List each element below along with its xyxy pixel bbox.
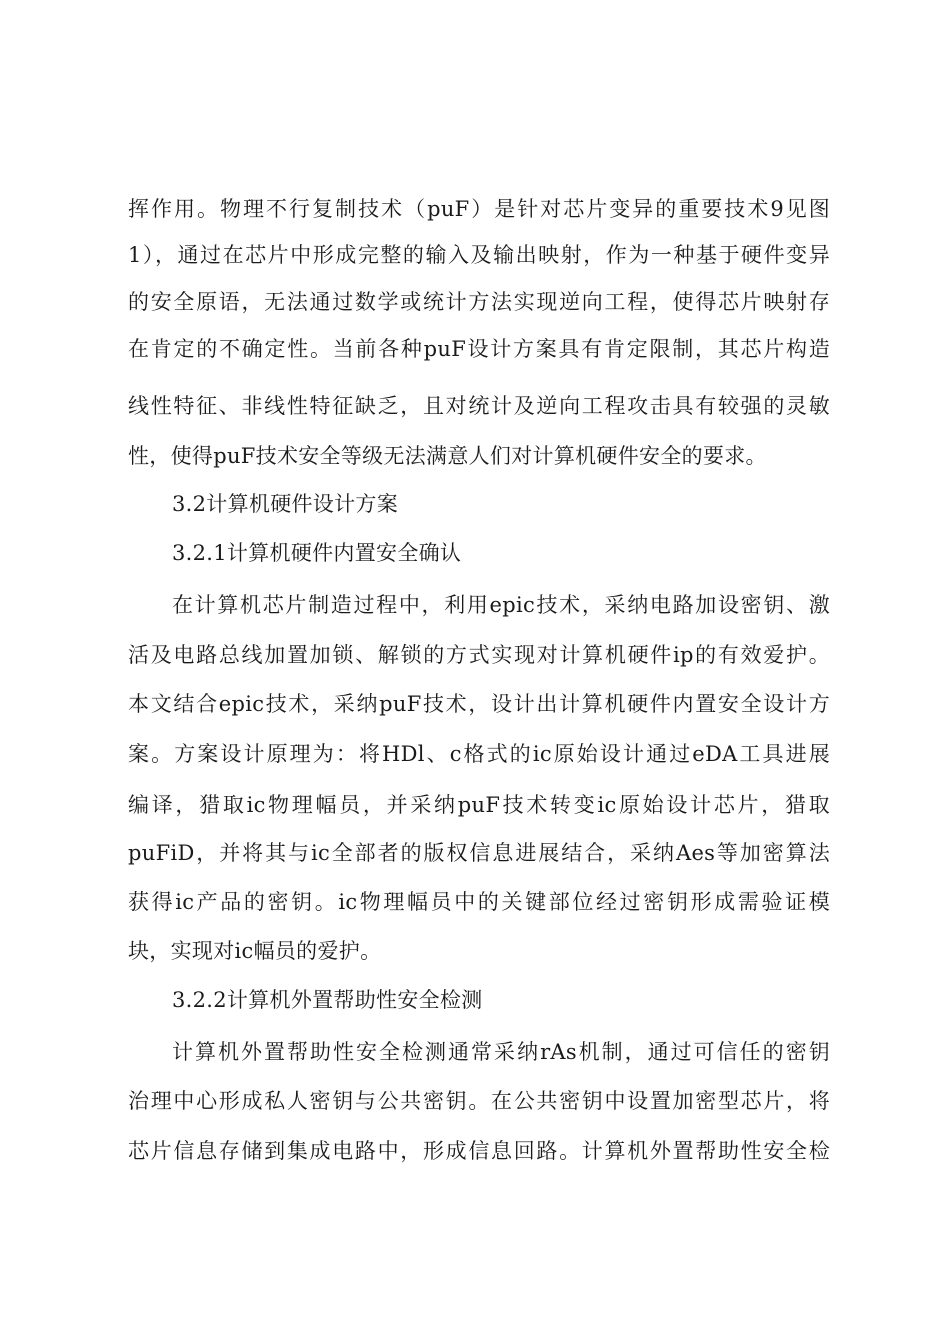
body-text-line: 在计算机芯片制造过程中，利用epic技术，采纳电路加设密钥、激 [172,593,830,617]
subsection-heading: 3.2.1计算机硬件内置安全确认 [172,541,462,565]
body-text-line: 块，实现对ic幅员的爱护。 [128,939,382,963]
body-text-line: 本文结合epic技术，采纳puF技术，设计出计算机硬件内置安全设计方 [128,692,830,716]
body-text-line: 的安全原语，无法通过数学或统计方法实现逆向工程，使得芯片映射存 [128,290,830,314]
section-heading: 3.2计算机硬件设计方案 [172,492,398,516]
body-text-line: 获得ic产品的密钥。ic物理幅员中的关键部位经过密钥形成需验证模 [128,890,830,914]
body-text-line: 挥作用。物理不行复制技术（puF）是针对芯片变异的重要技术9见图 [128,197,830,221]
body-text-line: 活及电路总线加置加锁、解锁的方式实现对计算机硬件ip的有效爱护。 [128,643,830,667]
body-text-line: 案。方案设计原理为：将HDl、c格式的ic原始设计通过eDA工具进展 [128,742,830,766]
body-text-line: 计算机外置帮助性安全检测通常采纳rAs机制，通过可信任的密钥 [172,1040,830,1064]
body-text-line: 性，使得puF技术安全等级无法满意人们对计算机硬件安全的要求。 [128,444,767,468]
body-text-line: 线性特征、非线性特征缺乏，且对统计及逆向工程攻击具有较强的灵敏 [128,394,830,418]
body-text-line: 在肯定的不确定性。当前各种puF设计方案具有肯定限制，其芯片构造 [128,337,830,361]
body-text-line: 编译，猎取ic物理幅员，并采纳puF技术转变ic原始设计芯片，猎取 [128,793,830,817]
body-text-line: puFiD，并将其与ic全部者的版权信息进展结合，采纳Aes等加密算法 [128,841,830,865]
subsection-heading: 3.2.2计算机外置帮助性安全检测 [172,988,483,1012]
body-text-line: 治理中心形成私人密钥与公共密钥。在公共密钥中设置加密型芯片，将 [128,1089,830,1113]
body-text-line: 1），通过在芯片中形成完整的输入及输出映射，作为一种基于硬件变异 [128,243,830,267]
body-text-line: 芯片信息存储到集成电路中，形成信息回路。计算机外置帮助性安全检 [128,1139,830,1163]
